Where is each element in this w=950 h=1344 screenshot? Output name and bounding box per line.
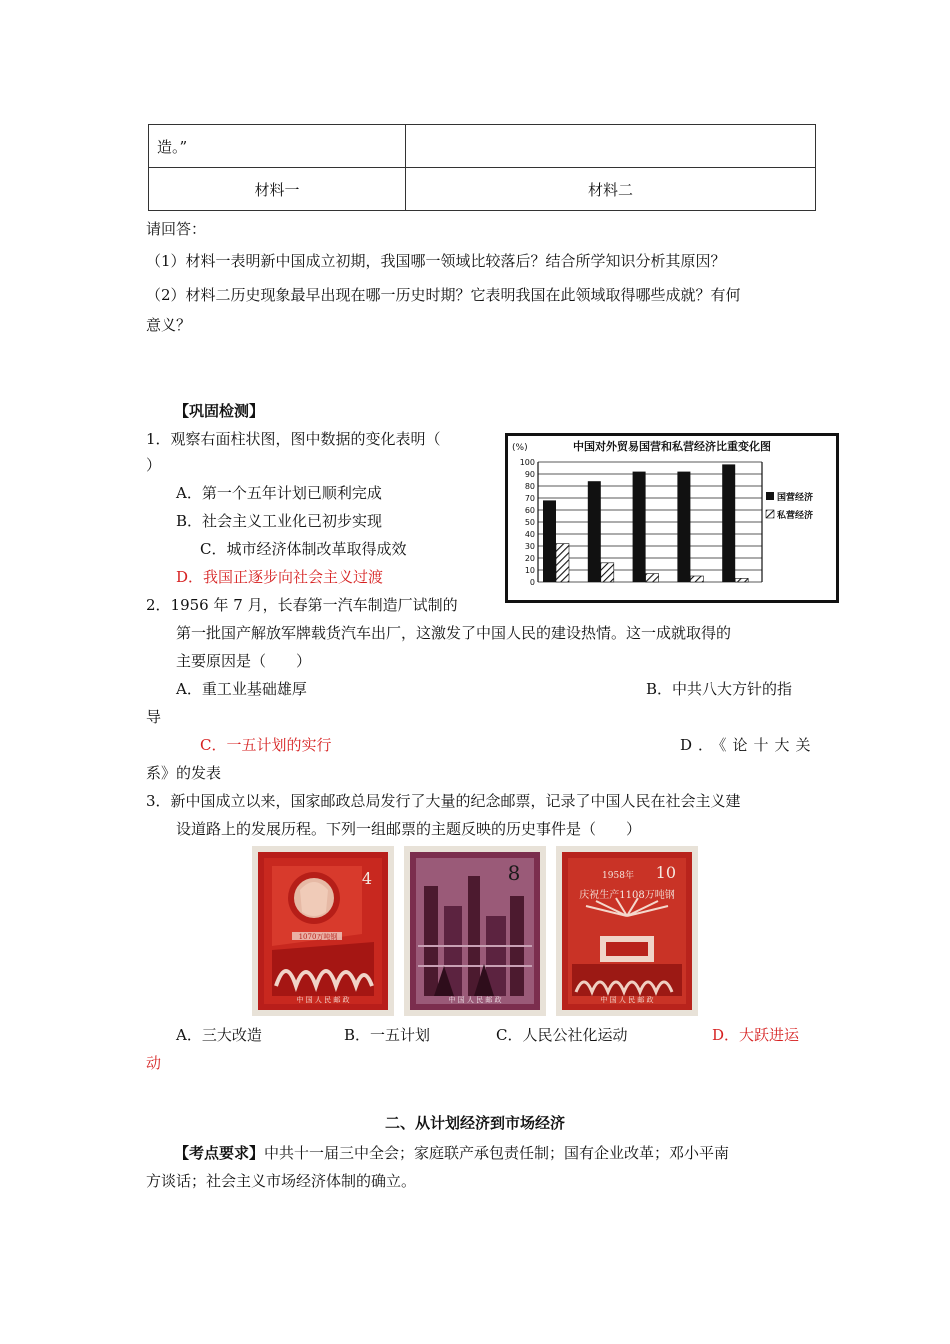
y-tick-label: 0 bbox=[529, 578, 535, 587]
requirements-text: 中共十一届三中全会；家庭联产承包责任制；国有企业改革；邓小平南 bbox=[264, 1144, 730, 1162]
bar-private-economy bbox=[735, 578, 748, 582]
y-tick-label: 20 bbox=[524, 554, 535, 563]
y-tick-label: 50 bbox=[524, 518, 535, 527]
q1-option-a: A．第一个五年计划已顺利完成 bbox=[176, 484, 382, 502]
y-tick-label: 30 bbox=[524, 542, 535, 551]
q2-option-b-cont: 导 bbox=[146, 708, 162, 726]
q2-stem-cont-2: 主要原因是（ ） bbox=[176, 652, 312, 670]
bar-state-economy bbox=[543, 500, 556, 582]
q2-stem-cont: 第一批国产解放军牌载货汽车出厂，这激发了中国人民的建设热情。这一成就取得的 bbox=[176, 624, 732, 642]
stamp3-year: 1958年 bbox=[602, 871, 634, 881]
bar-private-economy bbox=[690, 576, 703, 582]
y-tick-label: 60 bbox=[524, 506, 535, 515]
section-2-title: 二、从计划经济到市场经济 bbox=[384, 1114, 565, 1132]
y-tick-label: 40 bbox=[524, 530, 535, 539]
stamp3-country: 中 国 人 民 邮 政 bbox=[600, 996, 654, 1004]
answer-prompt: 请回答： bbox=[146, 220, 207, 238]
stamp3-value: 10 bbox=[655, 863, 676, 882]
stamp1-banner-text: 1070万吨钢 bbox=[298, 933, 338, 941]
q2-stem: 2．1956 年 7 月，长春第一汽车制造厂试制的 bbox=[146, 596, 458, 614]
bar-state-economy bbox=[722, 464, 735, 582]
q3-option-c: C．人民公社化运动 bbox=[496, 1026, 628, 1044]
section-heading-check: 【巩固检测】 bbox=[174, 402, 265, 420]
question-1-text: （1）材料一表明新中国成立初期，我国哪一领域比较落后？结合所学知识分析其原因？ bbox=[146, 252, 726, 270]
legend-label-private: 私营经济 bbox=[777, 511, 814, 521]
stamp3-caption: 庆祝生产1108万吨钢 bbox=[579, 890, 675, 901]
q2-option-d: D．《论十大关 bbox=[680, 736, 817, 754]
bar-private-economy bbox=[556, 544, 569, 582]
legend-swatch-private bbox=[766, 510, 774, 518]
q1-stem-cont: ） bbox=[146, 456, 162, 474]
q1-option-c: C．城市经济体制改革取得成效 bbox=[200, 540, 407, 558]
stamp2-country: 中 国 人 民 邮 政 bbox=[448, 996, 502, 1004]
stamp-industrial-steel bbox=[404, 846, 546, 1016]
q1-option-b: B．社会主义工业化已初步实现 bbox=[176, 512, 383, 530]
q2-option-a: A．重工业基础雄厚 bbox=[176, 680, 307, 698]
bar-chart bbox=[505, 433, 839, 603]
stamp-1958-steel bbox=[252, 846, 394, 1016]
legend-swatch-state bbox=[766, 492, 774, 500]
chart-ylabel: (%) bbox=[512, 443, 528, 453]
question-2-text-cont: 意义？ bbox=[146, 316, 192, 334]
q1-stem: 1．观察右面柱状图，图中数据的变化表明（ bbox=[146, 430, 441, 448]
exam-requirements bbox=[174, 1142, 729, 1164]
table-cell-material-1: 材料一 bbox=[149, 168, 406, 211]
stamp2-value: 8 bbox=[507, 861, 521, 885]
bar-private-economy bbox=[601, 563, 614, 582]
bar-state-economy bbox=[633, 472, 646, 582]
q3-stem: 3．新中国成立以来，国家邮政总局发行了大量的纪念邮票，记录了中国人民在社会主义建 bbox=[146, 792, 741, 810]
y-tick-label: 90 bbox=[524, 470, 535, 479]
stamp-1958-celebration bbox=[556, 846, 698, 1016]
stamp1-value: 4 bbox=[361, 869, 372, 888]
q2-option-c-answer: C．一五计划的实行 bbox=[200, 736, 332, 754]
q1-option-d-answer: D．我国正逐步向社会主义过渡 bbox=[176, 568, 384, 586]
y-tick-label: 80 bbox=[524, 482, 535, 491]
y-tick-label: 70 bbox=[524, 494, 535, 503]
q3-option-a: A．三大改造 bbox=[176, 1026, 262, 1044]
materials-table bbox=[148, 124, 816, 211]
requirements-text-cont: 方谈话；社会主义市场经济体制的确立。 bbox=[146, 1172, 417, 1190]
q3-option-d-answer-cont: 动 bbox=[146, 1054, 162, 1072]
bar-state-economy bbox=[677, 472, 690, 582]
q2-option-d-cont: 系》的发表 bbox=[146, 764, 222, 782]
bar-chart-svg bbox=[508, 436, 836, 600]
table-cell bbox=[406, 125, 816, 168]
q2-option-b: B．中共八大方针的指 bbox=[646, 680, 793, 698]
y-tick-label: 10 bbox=[524, 566, 535, 575]
q3-option-b: B．一五计划 bbox=[344, 1026, 431, 1044]
chart-title: 中国对外贸易国营和私营经济比重变化图 bbox=[573, 440, 771, 453]
table-cell-material-2: 材料二 bbox=[406, 168, 816, 211]
stamp1-country: 中 国 人 民 邮 政 bbox=[296, 996, 350, 1004]
requirements-label: 【考点要求】 bbox=[174, 1144, 265, 1162]
bar-state-economy bbox=[588, 481, 601, 582]
question-2-text: （2）材料二历史现象最早出现在哪一历史时期？它表明我国在此领域取得哪些成就？有何 bbox=[146, 286, 741, 304]
bar-private-economy bbox=[646, 574, 659, 582]
q3-option-d-answer: D．大跃进运 bbox=[712, 1026, 800, 1044]
q3-stem-cont: 设道路上的发展历程。下列一组邮票的主题反映的历史事件是（ ） bbox=[176, 820, 642, 838]
table-cell: 造。” bbox=[149, 125, 406, 168]
y-tick-label: 100 bbox=[519, 458, 535, 467]
legend-label-state: 国营经济 bbox=[777, 493, 814, 503]
